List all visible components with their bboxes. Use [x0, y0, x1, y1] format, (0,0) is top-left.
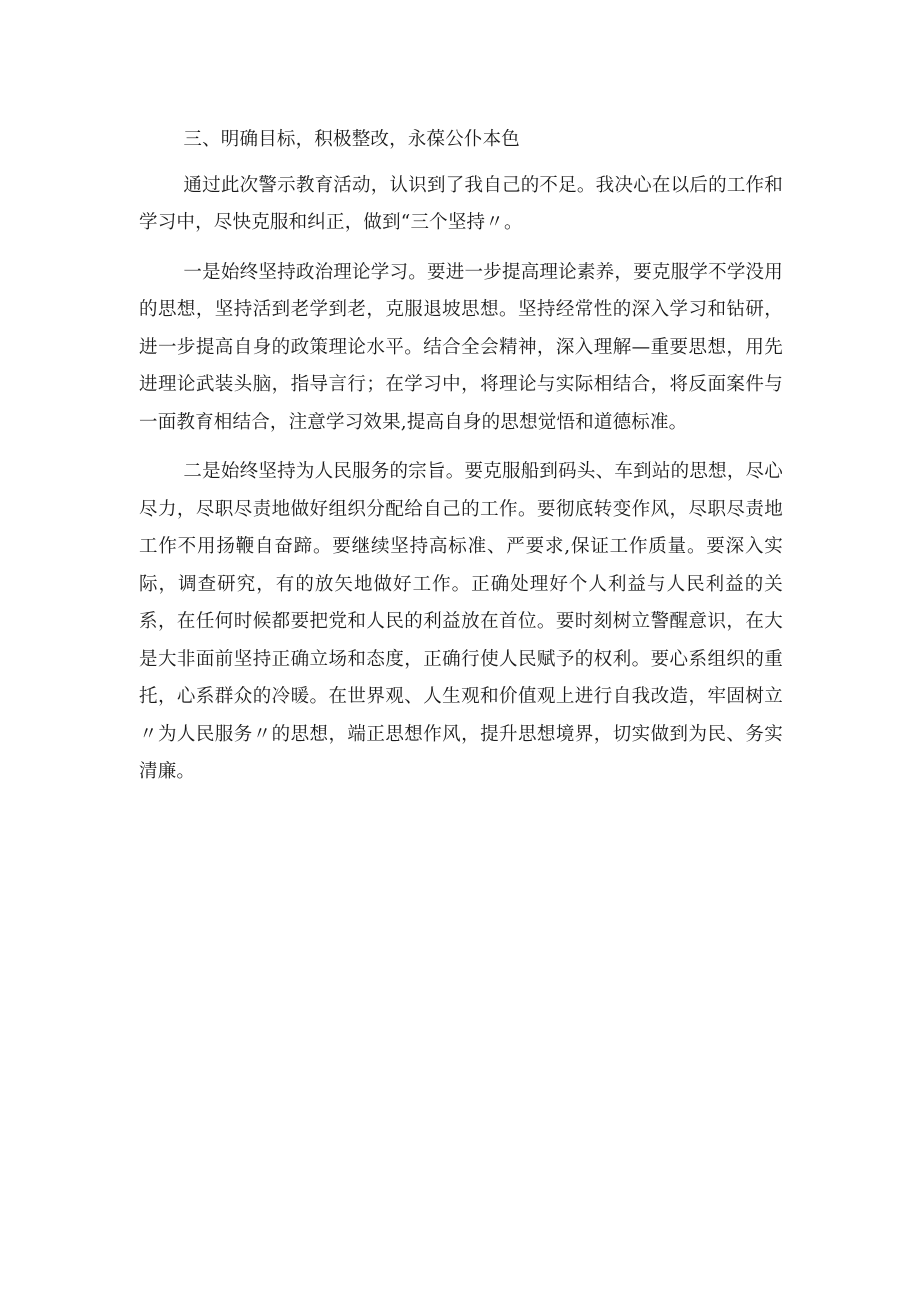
intro-paragraph: 通过此次警示教育活动，认识到了我自己的不足。我决心在以后的工作和学习中，尽快克服和纠正，做到“三个坚持〃。	[139, 174, 783, 233]
paragraph-serve-people: 二是始终坚持为人民服务的宗旨。要克服船到码头、车到站的思想，尽心尽力，尽职尽责地做好组织分配给自己的工作。要彻底转变作风，尽职尽责地工作不用扬鞭自奋蹄。要继续坚持高标准、严要求,保证工作质量。要深入实际，调查研究，有的放矢地做好工作。正确处理好个人利益与人民利益的关系，在任何时候都要把党和人民的利益放在首位。要时刻树立警醒意识，在大是大非面前坚持正确立场和态度，正确行使人民赋予的权利。要心系组织的重托，心系群众的冷暖。在世界观、人生观和价值观上进行自我改造，牢固树立〃为人民服务〃的思想，端正思想作风，提升思想境界，切实做到为民、务实清廉。	[139, 461, 783, 782]
document-body	[139, 121, 783, 791]
section-heading: 三、明确目标，积极整改，永葆公仆本色	[183, 129, 520, 150]
paragraph-political-study: 一是始终坚持政治理论学习。要进一步提高理论素养，要克服学不学没用的思想，坚持活到老学到老，克服退坡思想。坚持经常性的深入学习和钻研，进一步提高自身的政策理论水平。结合全会精神，深入理解—重要思想，用先进理论武装头脑，指导言行；在学习中，将理论与实际相结合，将反面案件与一面教育相结合，注意学习效果,提高自身的思想觉悟和道德标准。	[139, 261, 783, 433]
